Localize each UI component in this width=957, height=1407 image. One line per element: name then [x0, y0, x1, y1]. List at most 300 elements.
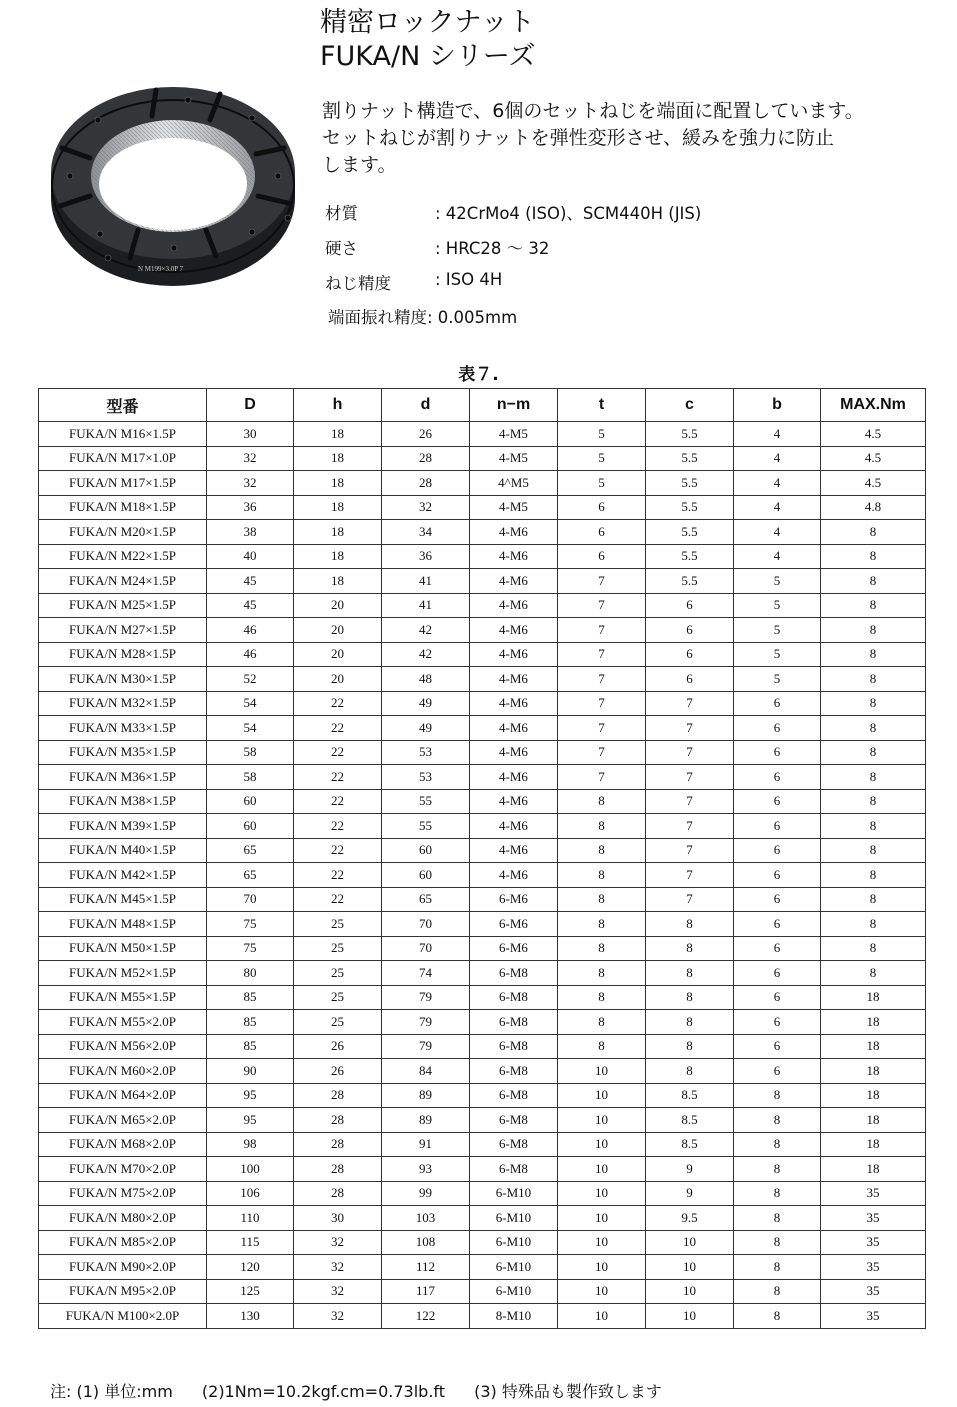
table-cell: FUKA/N M85×2.0P: [39, 1230, 207, 1255]
table-cell: 6: [558, 544, 646, 569]
table-cell: 22: [294, 887, 382, 912]
table-cell: 22: [294, 838, 382, 863]
table-cell: 4: [734, 520, 821, 545]
table-body: [39, 422, 926, 1329]
table-cell: FUKA/N M55×1.5P: [39, 985, 207, 1010]
column-header: d: [382, 389, 470, 422]
table-cell: 6: [734, 691, 821, 716]
table-row: [39, 422, 926, 447]
table-cell: 6: [734, 887, 821, 912]
table-cell: 55: [382, 814, 470, 839]
table-cell: 6-M8: [470, 1010, 558, 1035]
table-cell: 8: [734, 1157, 821, 1182]
table-cell: 8: [558, 887, 646, 912]
table-cell: 6-M8: [470, 985, 558, 1010]
table-cell: FUKA/N M25×1.5P: [39, 593, 207, 618]
table-cell: 28: [294, 1083, 382, 1108]
table-cell: 5: [558, 422, 646, 447]
table-cell: 65: [207, 863, 294, 888]
table-cell: 90: [207, 1059, 294, 1084]
table-cell: 8: [734, 1279, 821, 1304]
table-cell: 10: [646, 1255, 734, 1280]
table-cell: 4-M6: [470, 593, 558, 618]
table-row: [39, 667, 926, 692]
table-cell: 7: [646, 887, 734, 912]
table-cell: 8: [821, 740, 926, 765]
table-cell: FUKA/N M50×1.5P: [39, 936, 207, 961]
table-cell: FUKA/N M48×1.5P: [39, 912, 207, 937]
table-cell: FUKA/N M38×1.5P: [39, 789, 207, 814]
title-line-1: 精密ロックナット: [320, 7, 535, 38]
table-cell: 35: [821, 1181, 926, 1206]
table-cell: 8: [734, 1304, 821, 1329]
table-row: [39, 1010, 926, 1035]
table-cell: 25: [294, 936, 382, 961]
table-cell: 75: [207, 912, 294, 937]
table-cell: 4-M5: [470, 422, 558, 447]
table-cell: 8: [734, 1132, 821, 1157]
table-cell: 30: [207, 422, 294, 447]
table-cell: 4.5: [821, 471, 926, 496]
table-cell: 20: [294, 667, 382, 692]
table-cell: 45: [207, 569, 294, 594]
table-cell: 8: [821, 642, 926, 667]
table-cell: 26: [294, 1059, 382, 1084]
table-cell: 7: [646, 765, 734, 790]
table-cell: 5: [734, 569, 821, 594]
spec-value: : 42CrMo4 (ISO)、SCM440H (JIS): [435, 204, 702, 223]
table-cell: 18: [821, 1157, 926, 1182]
table-cell: 7: [646, 814, 734, 839]
table-cell: FUKA/N M64×2.0P: [39, 1083, 207, 1108]
table-cell: FUKA/N M45×1.5P: [39, 887, 207, 912]
table-row: [39, 520, 926, 545]
table-cell: 5.5: [646, 520, 734, 545]
table-cell: 7: [558, 593, 646, 618]
table-cell: 6: [734, 1010, 821, 1035]
table-cell: 6: [734, 985, 821, 1010]
table-cell: 6-M8: [470, 1034, 558, 1059]
table-cell: 6: [734, 1059, 821, 1084]
table-row: [39, 985, 926, 1010]
table-cell: FUKA/N M55×2.0P: [39, 1010, 207, 1035]
footnotes: [50, 1379, 686, 1402]
table-cell: 4-M6: [470, 863, 558, 888]
table-cell: 20: [294, 618, 382, 643]
table-cell: 28: [294, 1157, 382, 1182]
table-cell: 10: [558, 1108, 646, 1133]
dimension-table: [38, 388, 926, 1329]
description-line-2: セットねじが割りナットを弾性変形させ、緩みを強力に防止: [322, 127, 835, 149]
table-cell: 84: [382, 1059, 470, 1084]
table-cell: FUKA/N M35×1.5P: [39, 740, 207, 765]
table-cell: 8: [821, 618, 926, 643]
table-cell: 79: [382, 1010, 470, 1035]
table-cell: 8: [821, 569, 926, 594]
table-cell: 4: [734, 446, 821, 471]
table-cell: 5: [734, 667, 821, 692]
table-cell: 7: [558, 740, 646, 765]
table-cell: 8: [734, 1181, 821, 1206]
table-cell: 8: [821, 520, 926, 545]
table-cell: 8: [734, 1108, 821, 1133]
table-cell: 8.5: [646, 1108, 734, 1133]
table-cell: 6-M8: [470, 961, 558, 986]
table-cell: 10: [558, 1279, 646, 1304]
table-cell: 4-M6: [470, 520, 558, 545]
table-cell: 18: [821, 1108, 926, 1133]
table-cell: 4: [734, 544, 821, 569]
table-cell: 6: [734, 1034, 821, 1059]
description-line-3: します。: [322, 154, 397, 176]
table-cell: 75: [207, 936, 294, 961]
table-cell: 8: [821, 961, 926, 986]
table-cell: 5.5: [646, 544, 734, 569]
header-row: [39, 389, 926, 422]
table-cell: 58: [207, 740, 294, 765]
table-row: [39, 1157, 926, 1182]
table-cell: 5: [734, 642, 821, 667]
table-cell: 6: [646, 642, 734, 667]
table-cell: 4-M6: [470, 642, 558, 667]
table-cell: 25: [294, 912, 382, 937]
table-cell: 6: [734, 936, 821, 961]
table-cell: 8: [821, 814, 926, 839]
table-cell: FUKA/N M17×1.5P: [39, 471, 207, 496]
table-cell: 28: [294, 1108, 382, 1133]
table-cell: FUKA/N M39×1.5P: [39, 814, 207, 839]
table-cell: 7: [646, 716, 734, 741]
table-row: [39, 716, 926, 741]
engraving-text: N M199×3.0P 7: [138, 265, 184, 273]
table-cell: 4-M6: [470, 544, 558, 569]
table-cell: 36: [207, 495, 294, 520]
table-cell: 6: [734, 814, 821, 839]
table-cell: 58: [207, 765, 294, 790]
table-cell: FUKA/N M68×2.0P: [39, 1132, 207, 1157]
table-cell: 8: [734, 1206, 821, 1231]
table-cell: 35: [821, 1230, 926, 1255]
table-cell: 18: [294, 569, 382, 594]
table-cell: 60: [207, 789, 294, 814]
table-cell: 6-M10: [470, 1230, 558, 1255]
table-cell: 32: [294, 1255, 382, 1280]
table-cell: 7: [646, 691, 734, 716]
table-cell: 42: [382, 642, 470, 667]
table-cell: 10: [558, 1255, 646, 1280]
table-cell: 8: [646, 912, 734, 937]
table-cell: FUKA/N M90×2.0P: [39, 1255, 207, 1280]
table-header: [39, 389, 926, 422]
table-cell: 8: [558, 961, 646, 986]
table-cell: 4-M6: [470, 838, 558, 863]
table-cell: 7: [646, 789, 734, 814]
table-cell: 4-M6: [470, 789, 558, 814]
table-cell: 70: [382, 936, 470, 961]
table-cell: 6-M8: [470, 1059, 558, 1084]
table-cell: 106: [207, 1181, 294, 1206]
table-cell: 52: [207, 667, 294, 692]
table-cell: FUKA/N M33×1.5P: [39, 716, 207, 741]
table-cell: 5.5: [646, 569, 734, 594]
table-cell: FUKA/N M32×1.5P: [39, 691, 207, 716]
table-cell: 120: [207, 1255, 294, 1280]
table-cell: 9: [646, 1157, 734, 1182]
table-cell: 5.5: [646, 495, 734, 520]
table-cell: 8: [646, 961, 734, 986]
table-cell: 54: [207, 716, 294, 741]
table-cell: 25: [294, 985, 382, 1010]
table-row: [39, 961, 926, 986]
table-cell: 28: [382, 471, 470, 496]
table-cell: FUKA/N M17×1.0P: [39, 446, 207, 471]
table-cell: 80: [207, 961, 294, 986]
table-cell: 8: [821, 863, 926, 888]
table-cell: 6: [558, 520, 646, 545]
table-cell: 70: [207, 887, 294, 912]
table-cell: 6: [734, 716, 821, 741]
table-cell: 6-M8: [470, 1108, 558, 1133]
spec-value: : ISO 4H: [435, 270, 503, 289]
table-cell: 115: [207, 1230, 294, 1255]
table-cell: 8-M10: [470, 1304, 558, 1329]
table-cell: 95: [207, 1108, 294, 1133]
table-cell: FUKA/N M24×1.5P: [39, 569, 207, 594]
table-cell: 125: [207, 1279, 294, 1304]
table-cell: 4-M6: [470, 569, 558, 594]
table-cell: 7: [558, 618, 646, 643]
table-cell: 4-M5: [470, 446, 558, 471]
table-cell: 4.8: [821, 495, 926, 520]
table-cell: 49: [382, 716, 470, 741]
table-cell: 22: [294, 765, 382, 790]
table-row: [39, 1255, 926, 1280]
table-cell: 18: [294, 422, 382, 447]
table-cell: 8: [558, 1034, 646, 1059]
table-cell: 6: [734, 765, 821, 790]
table-cell: 4.5: [821, 446, 926, 471]
table-row: [39, 1230, 926, 1255]
table-cell: 130: [207, 1304, 294, 1329]
table-cell: 10: [558, 1181, 646, 1206]
table-cell: 8.5: [646, 1083, 734, 1108]
table-row: [39, 1181, 926, 1206]
column-header: c: [646, 389, 734, 422]
table-cell: FUKA/N M42×1.5P: [39, 863, 207, 888]
table-row: [39, 936, 926, 961]
table-row: [39, 1279, 926, 1304]
table-cell: 89: [382, 1083, 470, 1108]
title-line-2: FUKA/N シリーズ: [320, 41, 536, 72]
table-cell: 60: [207, 814, 294, 839]
description-line-1: 割りナット構造で、6個のセットねじを端面に配置しています。: [322, 100, 864, 122]
table-cell: 8: [821, 765, 926, 790]
table-row: [39, 814, 926, 839]
table-cell: FUKA/N M65×2.0P: [39, 1108, 207, 1133]
table-cell: 4: [734, 495, 821, 520]
table-cell: 41: [382, 593, 470, 618]
table-row: [39, 765, 926, 790]
table-cell: 93: [382, 1157, 470, 1182]
table-cell: 32: [294, 1230, 382, 1255]
table-cell: 74: [382, 961, 470, 986]
table-cell: 6: [646, 667, 734, 692]
table-cell: 18: [821, 1059, 926, 1084]
table-cell: 85: [207, 1010, 294, 1035]
table-cell: 7: [646, 740, 734, 765]
table-cell: 6-M8: [470, 1132, 558, 1157]
table-row: [39, 446, 926, 471]
table-cell: 35: [821, 1255, 926, 1280]
table-cell: 53: [382, 740, 470, 765]
table-cell: 7: [646, 863, 734, 888]
table-cell: 60: [382, 838, 470, 863]
table-cell: 22: [294, 691, 382, 716]
table-cell: 6-M8: [470, 1157, 558, 1182]
table-cell: 22: [294, 863, 382, 888]
table-cell: FUKA/N M40×1.5P: [39, 838, 207, 863]
table-cell: 10: [646, 1304, 734, 1329]
table-cell: 8: [821, 544, 926, 569]
table-cell: 8: [646, 1010, 734, 1035]
table-cell: 8: [734, 1230, 821, 1255]
table-cell: FUKA/N M36×1.5P: [39, 765, 207, 790]
table-cell: 9.5: [646, 1206, 734, 1231]
table-cell: 32: [382, 495, 470, 520]
table-cell: 4-M5: [470, 495, 558, 520]
table-row: [39, 1059, 926, 1084]
table-cell: 22: [294, 740, 382, 765]
table-cell: FUKA/N M95×2.0P: [39, 1279, 207, 1304]
table-cell: FUKA/N M27×1.5P: [39, 618, 207, 643]
table-cell: 10: [558, 1304, 646, 1329]
table-row: [39, 1108, 926, 1133]
table-cell: 38: [207, 520, 294, 545]
table-cell: 35: [821, 1279, 926, 1304]
table-cell: FUKA/N M100×2.0P: [39, 1304, 207, 1329]
table-cell: 8: [558, 814, 646, 839]
table-cell: 4^M5: [470, 471, 558, 496]
table-cell: 7: [646, 838, 734, 863]
table-cell: 36: [382, 544, 470, 569]
spec-value: : HRC28 ～ 32: [435, 239, 550, 258]
table-cell: 35: [821, 1304, 926, 1329]
table-cell: 5.5: [646, 471, 734, 496]
table-cell: 6: [558, 495, 646, 520]
table-cell: FUKA/N M80×2.0P: [39, 1206, 207, 1231]
table-cell: 6: [646, 618, 734, 643]
table-cell: 79: [382, 985, 470, 1010]
table-cell: FUKA/N M28×1.5P: [39, 642, 207, 667]
column-header: b: [734, 389, 821, 422]
table-cell: 49: [382, 691, 470, 716]
spec-label: ねじ精度: [325, 274, 391, 293]
table-cell: 7: [558, 691, 646, 716]
table-caption: 表７.: [458, 365, 499, 385]
table-cell: 34: [382, 520, 470, 545]
table-cell: 4-M6: [470, 667, 558, 692]
table-cell: 25: [294, 961, 382, 986]
table-cell: 28: [382, 446, 470, 471]
table-cell: 32: [207, 446, 294, 471]
table-cell: 28: [294, 1181, 382, 1206]
column-header: t: [558, 389, 646, 422]
table-cell: 32: [294, 1304, 382, 1329]
table-cell: 8: [734, 1083, 821, 1108]
table-cell: 10: [558, 1083, 646, 1108]
table-cell: 99: [382, 1181, 470, 1206]
footnote-conversion: (2)1Nm=10.2kgf.cm=0.73lb.ft: [201, 1382, 446, 1401]
table-row: [39, 1206, 926, 1231]
table-row: [39, 544, 926, 569]
table-cell: 18: [294, 471, 382, 496]
table-cell: 4-M6: [470, 716, 558, 741]
table-cell: 5: [558, 446, 646, 471]
table-cell: FUKA/N M56×2.0P: [39, 1034, 207, 1059]
table-cell: 32: [294, 1279, 382, 1304]
table-cell: 6: [734, 838, 821, 863]
table-cell: 60: [382, 863, 470, 888]
table-cell: 18: [294, 446, 382, 471]
table-cell: 8: [558, 838, 646, 863]
column-header: n−m: [470, 389, 558, 422]
table-cell: 55: [382, 789, 470, 814]
page-title: [320, 6, 536, 74]
table-cell: 28: [294, 1132, 382, 1157]
table-cell: 7: [558, 765, 646, 790]
table-cell: 8: [558, 936, 646, 961]
table-cell: FUKA/N M18×1.5P: [39, 495, 207, 520]
table-row: [39, 618, 926, 643]
table-row: [39, 838, 926, 863]
table-cell: 8: [821, 691, 926, 716]
table-cell: 5.5: [646, 446, 734, 471]
table-cell: 6: [734, 863, 821, 888]
table-cell: 6: [646, 593, 734, 618]
table-cell: 4-M6: [470, 618, 558, 643]
footnote-special: (3) 特殊品も製作致します: [474, 1382, 662, 1401]
table-cell: 98: [207, 1132, 294, 1157]
table-cell: 95: [207, 1083, 294, 1108]
table-cell: 103: [382, 1206, 470, 1231]
table-row: [39, 912, 926, 937]
table-cell: 8: [821, 593, 926, 618]
table-cell: 7: [558, 642, 646, 667]
table-cell: 10: [646, 1279, 734, 1304]
spec-label: 材質: [325, 204, 358, 223]
table-cell: 18: [821, 1034, 926, 1059]
table-cell: 8: [821, 789, 926, 814]
table-cell: FUKA/N M70×2.0P: [39, 1157, 207, 1182]
table-cell: 8: [821, 936, 926, 961]
table-cell: FUKA/N M75×2.0P: [39, 1181, 207, 1206]
table-row: [39, 642, 926, 667]
table-cell: 8: [558, 912, 646, 937]
table-cell: 46: [207, 642, 294, 667]
table-cell: 45: [207, 593, 294, 618]
table-row: [39, 789, 926, 814]
table-row: [39, 740, 926, 765]
lock-nut-image: [38, 78, 308, 293]
table-cell: 8: [821, 667, 926, 692]
table-cell: 8: [734, 1255, 821, 1280]
column-header: D: [207, 389, 294, 422]
table-cell: 4-M6: [470, 814, 558, 839]
footnote-unit: 注: (1) 単位:mm: [50, 1382, 173, 1401]
table-cell: 46: [207, 618, 294, 643]
table-cell: 10: [558, 1157, 646, 1182]
table-cell: 18: [821, 1010, 926, 1035]
